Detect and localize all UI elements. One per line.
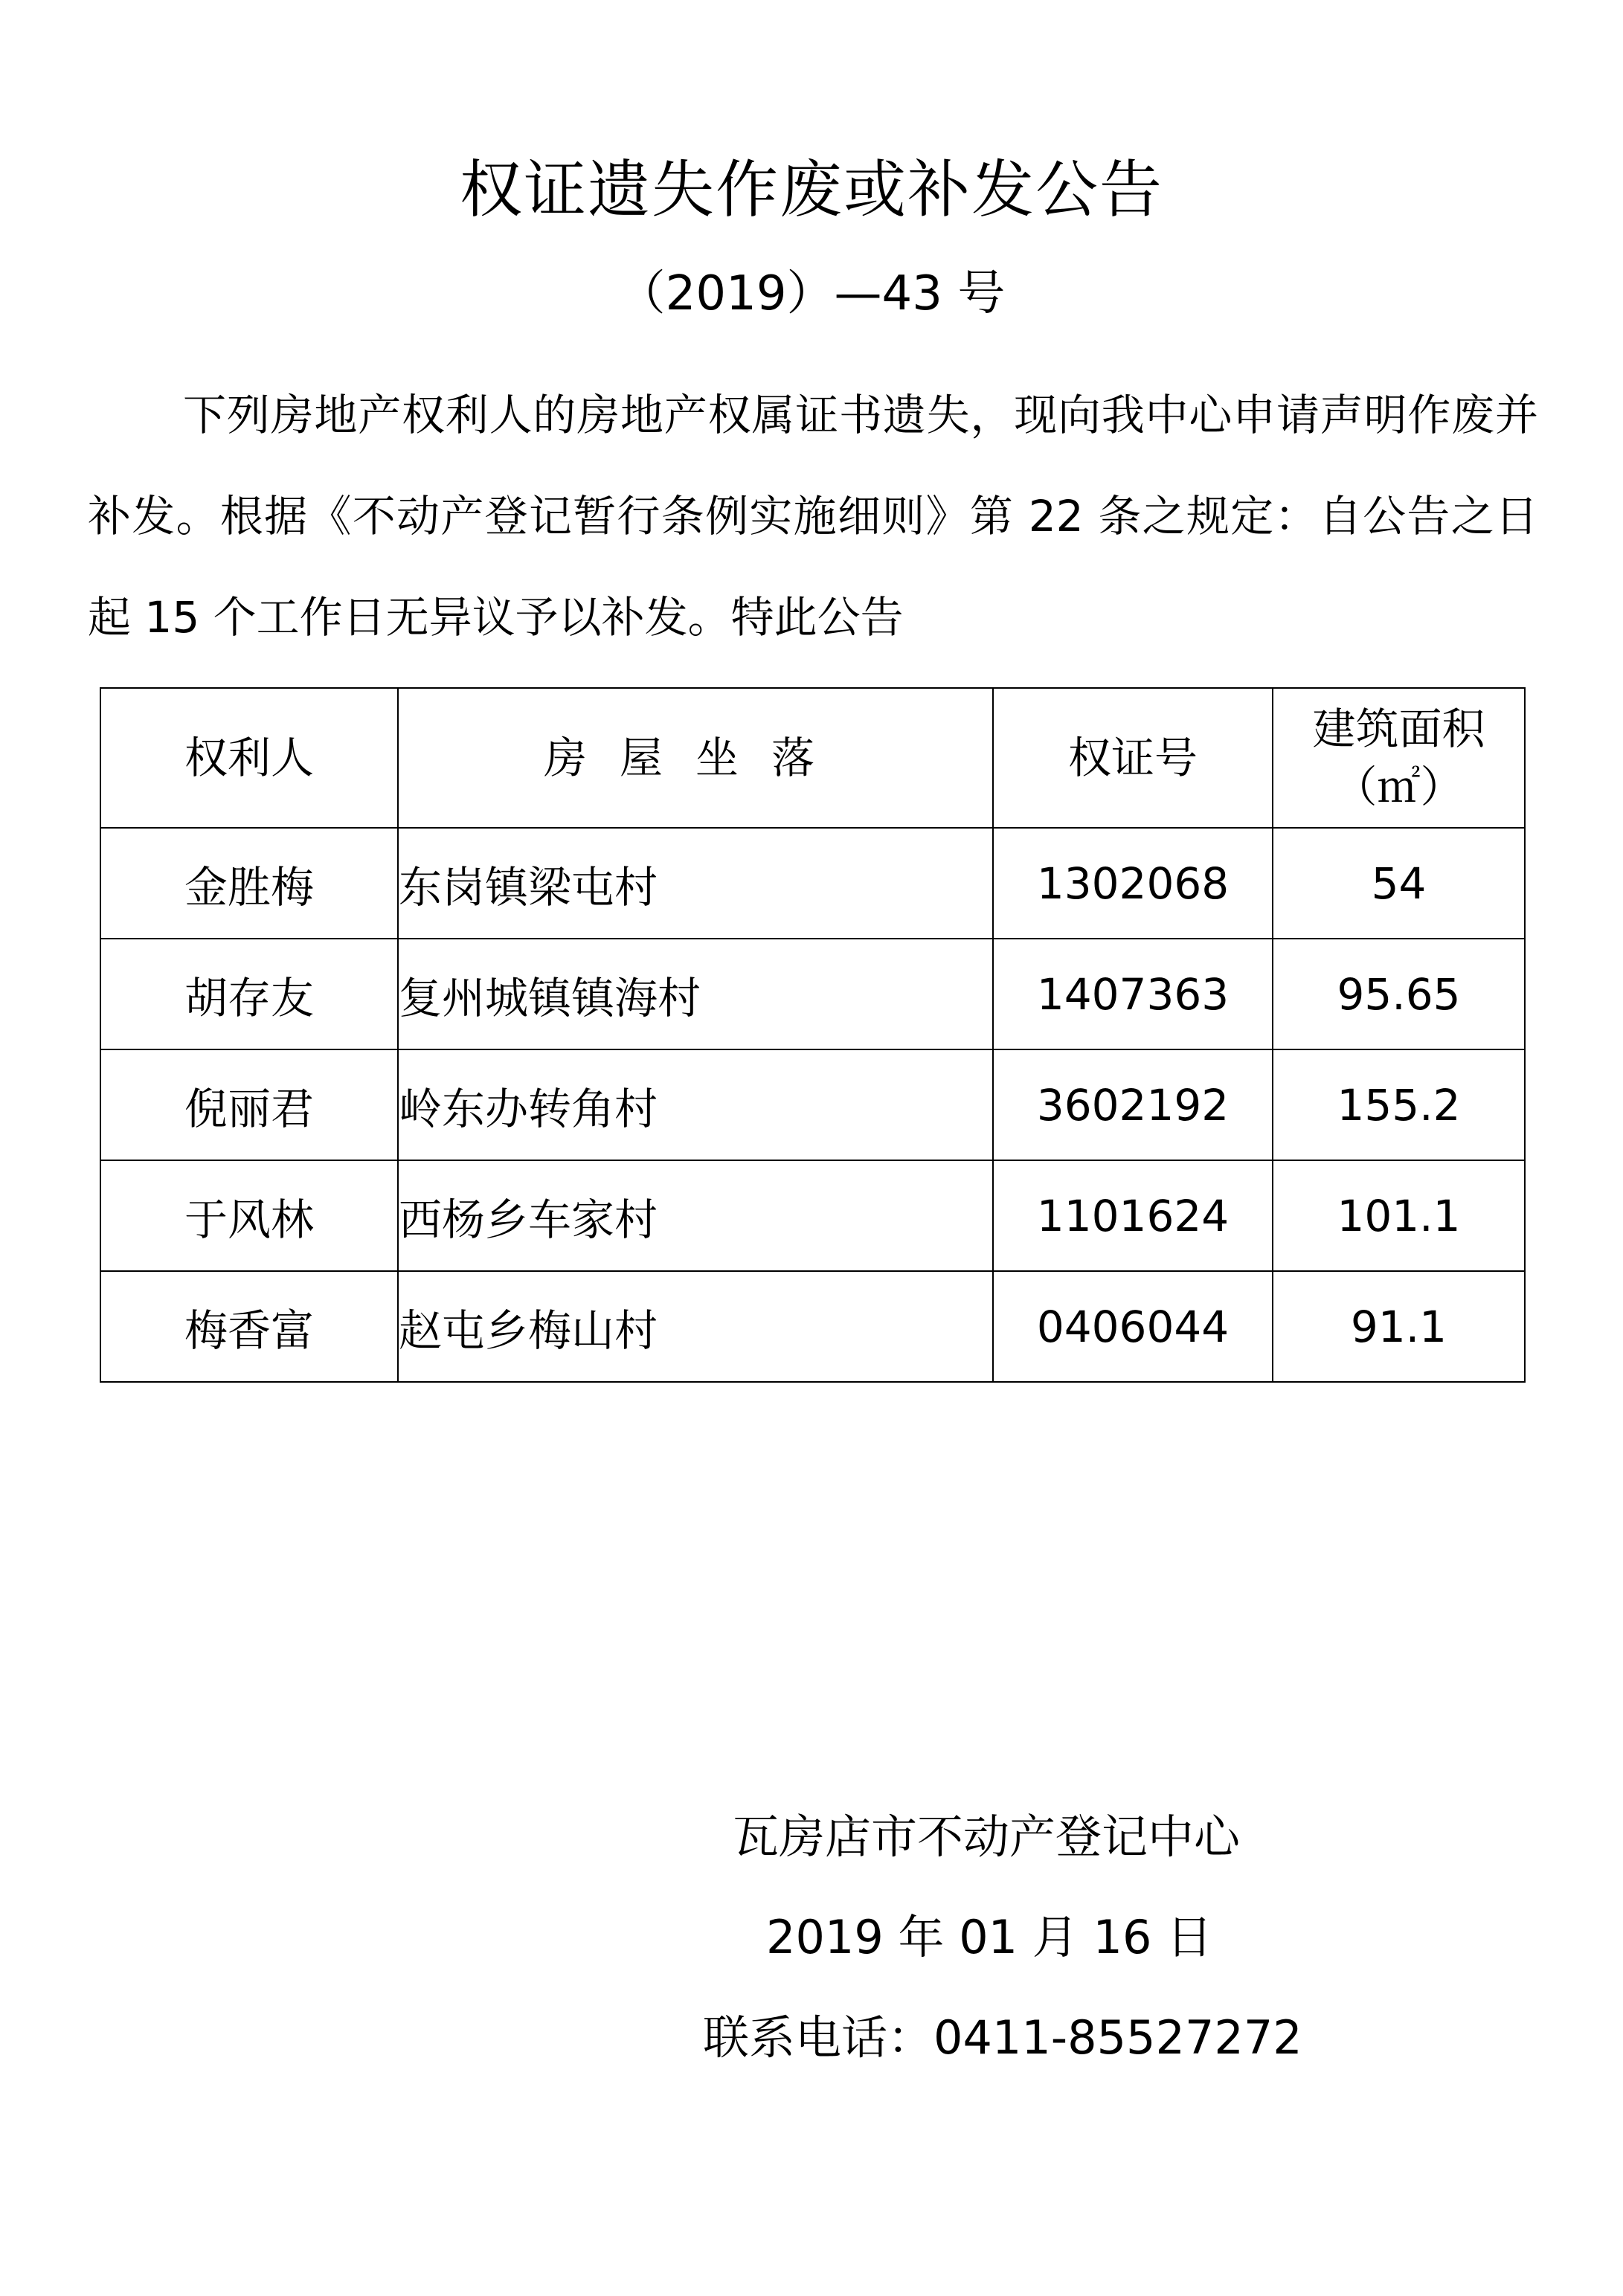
header-area-label: 建筑面积 [1312, 704, 1485, 754]
table-row [100, 1160, 1525, 1271]
cell-area: 155.2 [1273, 1049, 1525, 1160]
header-area [1273, 688, 1525, 828]
header-area-unit: （㎡） [1334, 762, 1464, 812]
cell-location: 岭东办转角村 [398, 1049, 993, 1160]
header-owner: 权利人 [100, 688, 398, 828]
document-number: （2019）—43 号 [617, 266, 1006, 321]
notice-body: 下列房地产权利人的房地产权属证书遗失，现向我中心申请声明作废并补发。根据《不动产登记暂行条例实施细则》第 22 条之规定：自公告之日起 15 个工作日无异议予以补发。特此公告 [88, 390, 1538, 643]
cell-cert-no: 1101624 [993, 1160, 1273, 1271]
header-location: 房屋坐落 [398, 688, 993, 828]
cell-area: 101.1 [1273, 1160, 1525, 1271]
cell-owner: 于风林 [100, 1160, 398, 1271]
cell-location: 复州城镇镇海村 [398, 939, 993, 1049]
cell-area: 95.65 [1273, 939, 1525, 1049]
cell-cert-no: 1407363 [993, 939, 1273, 1049]
cell-location: 西杨乡车家村 [398, 1160, 993, 1271]
cell-cert-no: 1302068 [993, 828, 1273, 939]
cell-area: 54 [1273, 828, 1525, 939]
cell-area: 91.1 [1273, 1271, 1525, 1382]
table-row [100, 1049, 1525, 1160]
header-cert-no: 权证号 [993, 688, 1273, 828]
cell-location: 东岗镇梁屯村 [398, 828, 993, 939]
records-table [100, 687, 1526, 1383]
cell-cert-no: 0406044 [993, 1271, 1273, 1382]
notice-title: 权证遗失作废或补发公告 [459, 153, 1163, 226]
cell-owner: 金胜梅 [100, 828, 398, 939]
cell-owner: 梅香富 [100, 1271, 398, 1382]
table-row [100, 939, 1525, 1049]
cell-location: 赵屯乡梅山村 [398, 1271, 993, 1382]
table-header-row [100, 688, 1525, 828]
table-row [100, 828, 1525, 939]
cell-owner: 胡存友 [100, 939, 398, 1049]
issue-date: 2019 年 01 月 16 日 [766, 1910, 1213, 1964]
issuing-organization: 瓦房店市不动产登记中心 [733, 1810, 1241, 1864]
cell-owner: 倪丽君 [100, 1049, 398, 1160]
table-row [100, 1271, 1525, 1382]
contact-phone: 联系电话：0411-85527272 [703, 2010, 1302, 2065]
cell-cert-no: 3602192 [993, 1049, 1273, 1160]
